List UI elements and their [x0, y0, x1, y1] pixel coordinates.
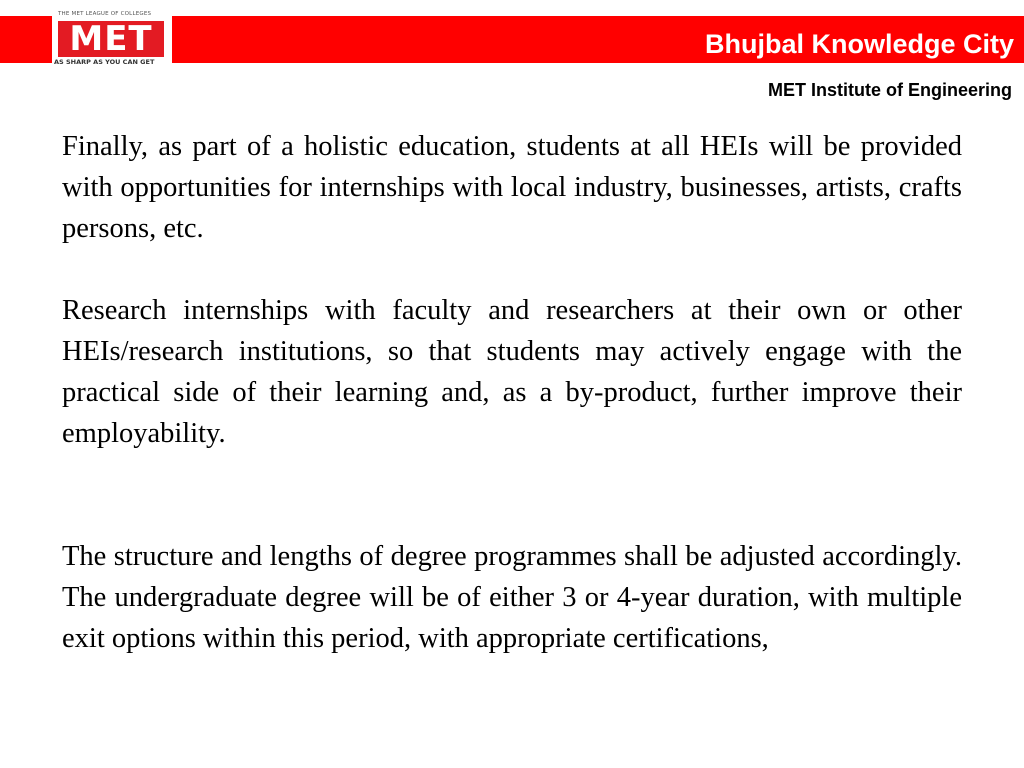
logo-tagline-top: THE MET LEAGUE OF COLLEGES	[58, 11, 152, 17]
header-title: Bhujbal Knowledge City	[704, 29, 1014, 59]
met-logo	[52, 10, 172, 68]
paragraph-degree-structure: The structure and lengths of degree programmes shall be adjusted accordingly. The undergraduate degree will be of either 3 or 4-year duration, with multiple exit options within this period, with appropriate certifications,	[62, 541, 962, 654]
logo-mark: MET	[58, 21, 164, 57]
institute-subtitle: MET Institute of Engineering	[768, 80, 1012, 100]
logo-tagline-bottom: AS SHARP AS YOU CAN GET	[54, 58, 155, 66]
slide-body	[62, 126, 962, 659]
paragraph-research-internships: Research internships with faculty and researchers at their own or other HEIs/research institutions, so that students may actively engage with the practical side of their learning and, as a by-product, further improve their employability.	[62, 295, 962, 449]
paragraph-internships: Finally, as part of a holistic education, students at all HEIs will be provided with opportunities for internships with local industry, businesses, artists, crafts persons, etc.	[62, 131, 962, 244]
